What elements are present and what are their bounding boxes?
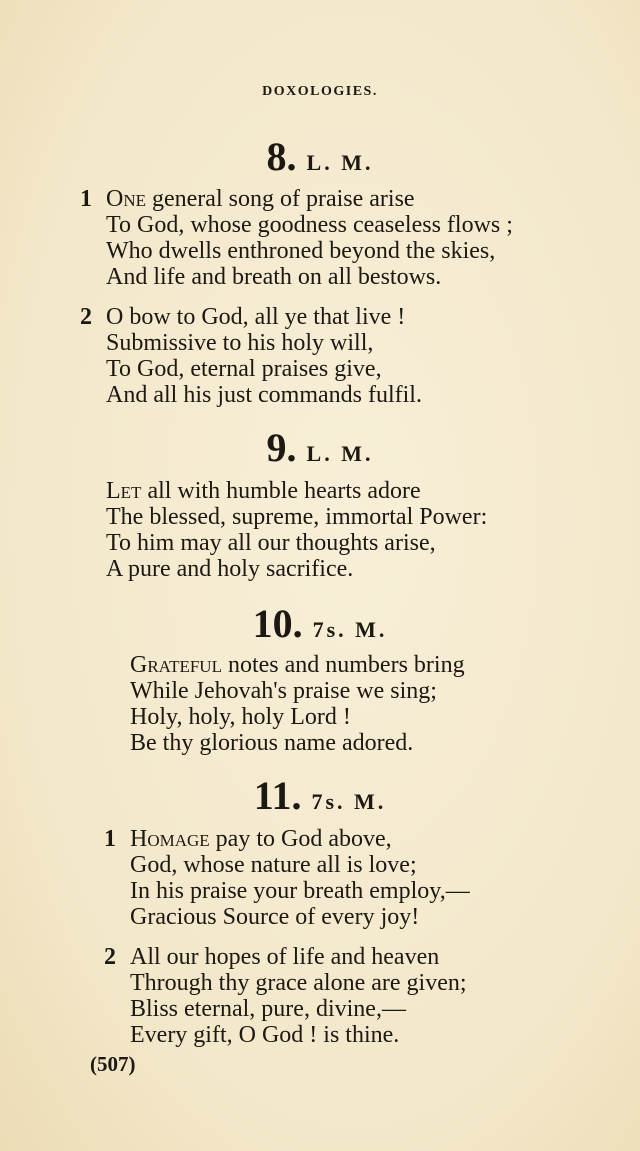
verse-lead-word: One xyxy=(106,186,146,212)
page-number: (507) xyxy=(90,1052,136,1076)
verse-line: God, whose nature all is love; xyxy=(130,852,417,878)
hymn-10-verse xyxy=(130,652,465,756)
verse-lead-word: Grateful xyxy=(130,652,222,678)
verse-line: All our hopes of life and heaven xyxy=(130,944,440,970)
hymn-meter: 7s. M. xyxy=(311,789,387,814)
verse-line: Submissive to his holy will, xyxy=(106,330,374,356)
hymn-11-verse-1 xyxy=(130,826,470,930)
hymn-meter: 7s. M. xyxy=(312,617,388,642)
hymn-number: 9. xyxy=(266,425,297,470)
hymn-meter: L. M. xyxy=(306,150,374,175)
hymn-11-verse-2 xyxy=(130,944,467,1048)
hymn-meter: L. M. xyxy=(306,441,374,466)
verse-line: Grateful notes and numbers bring xyxy=(130,652,465,678)
verse-number: 1 xyxy=(104,826,116,852)
verse-line: Every gift, O God ! is thine. xyxy=(130,1022,400,1048)
verse-lead-word: Homage xyxy=(130,826,210,852)
hymn-8-verse-2 xyxy=(106,304,422,408)
verse-line: Holy, holy, holy Lord ! xyxy=(130,704,351,730)
hymn-number: 8. xyxy=(266,134,297,179)
verse-line: The blessed, supreme, immortal Power: xyxy=(106,504,488,530)
verse-line: Who dwells enthroned beyond the skies, xyxy=(106,238,496,264)
verse-line: Through thy grace alone are given; xyxy=(130,970,467,996)
verse-line: To God, eternal praises give, xyxy=(106,356,382,382)
verse-number: 2 xyxy=(80,304,92,330)
hymn-9-verse xyxy=(106,478,487,582)
verse-number: 2 xyxy=(104,944,116,970)
verse-line: Homage pay to God above, xyxy=(130,826,392,852)
verse-line: Gracious Source of every joy! xyxy=(130,904,420,930)
verse-line: While Jehovah's praise we sing; xyxy=(130,678,437,704)
verse-line: In his praise your breath employ,— xyxy=(130,878,470,904)
hymn-8-verse-1 xyxy=(106,186,513,290)
verse-line: Bliss eternal, pure, divine,— xyxy=(130,996,406,1022)
verse-line: O bow to God, all ye that live ! xyxy=(106,304,406,330)
verse-lead-word: Let xyxy=(106,478,142,504)
hymn-10-heading xyxy=(0,600,640,647)
verse-line: Be thy glorious name adored. xyxy=(130,730,414,756)
hymn-11-heading xyxy=(0,772,640,819)
hymn-number: 10. xyxy=(252,601,303,646)
hymn-9-heading xyxy=(0,424,640,471)
hymn-8-heading xyxy=(0,133,640,180)
verse-line: And all his just commands fulfil. xyxy=(106,382,422,408)
verse-number: 1 xyxy=(80,186,92,212)
verse-line: Let all with humble hearts adore xyxy=(106,478,421,504)
verse-line: To God, whose goodness ceaseless flows ; xyxy=(106,212,513,238)
verse-line: A pure and holy sacrifice. xyxy=(106,556,354,582)
verse-line: And life and breath on all bestows. xyxy=(106,264,442,290)
verse-line: To him may all our thoughts arise, xyxy=(106,530,436,556)
hymn-number: 11. xyxy=(253,773,302,818)
verse-line: One general song of praise arise xyxy=(106,186,415,212)
running-head: DOXOLOGIES. xyxy=(262,84,378,99)
